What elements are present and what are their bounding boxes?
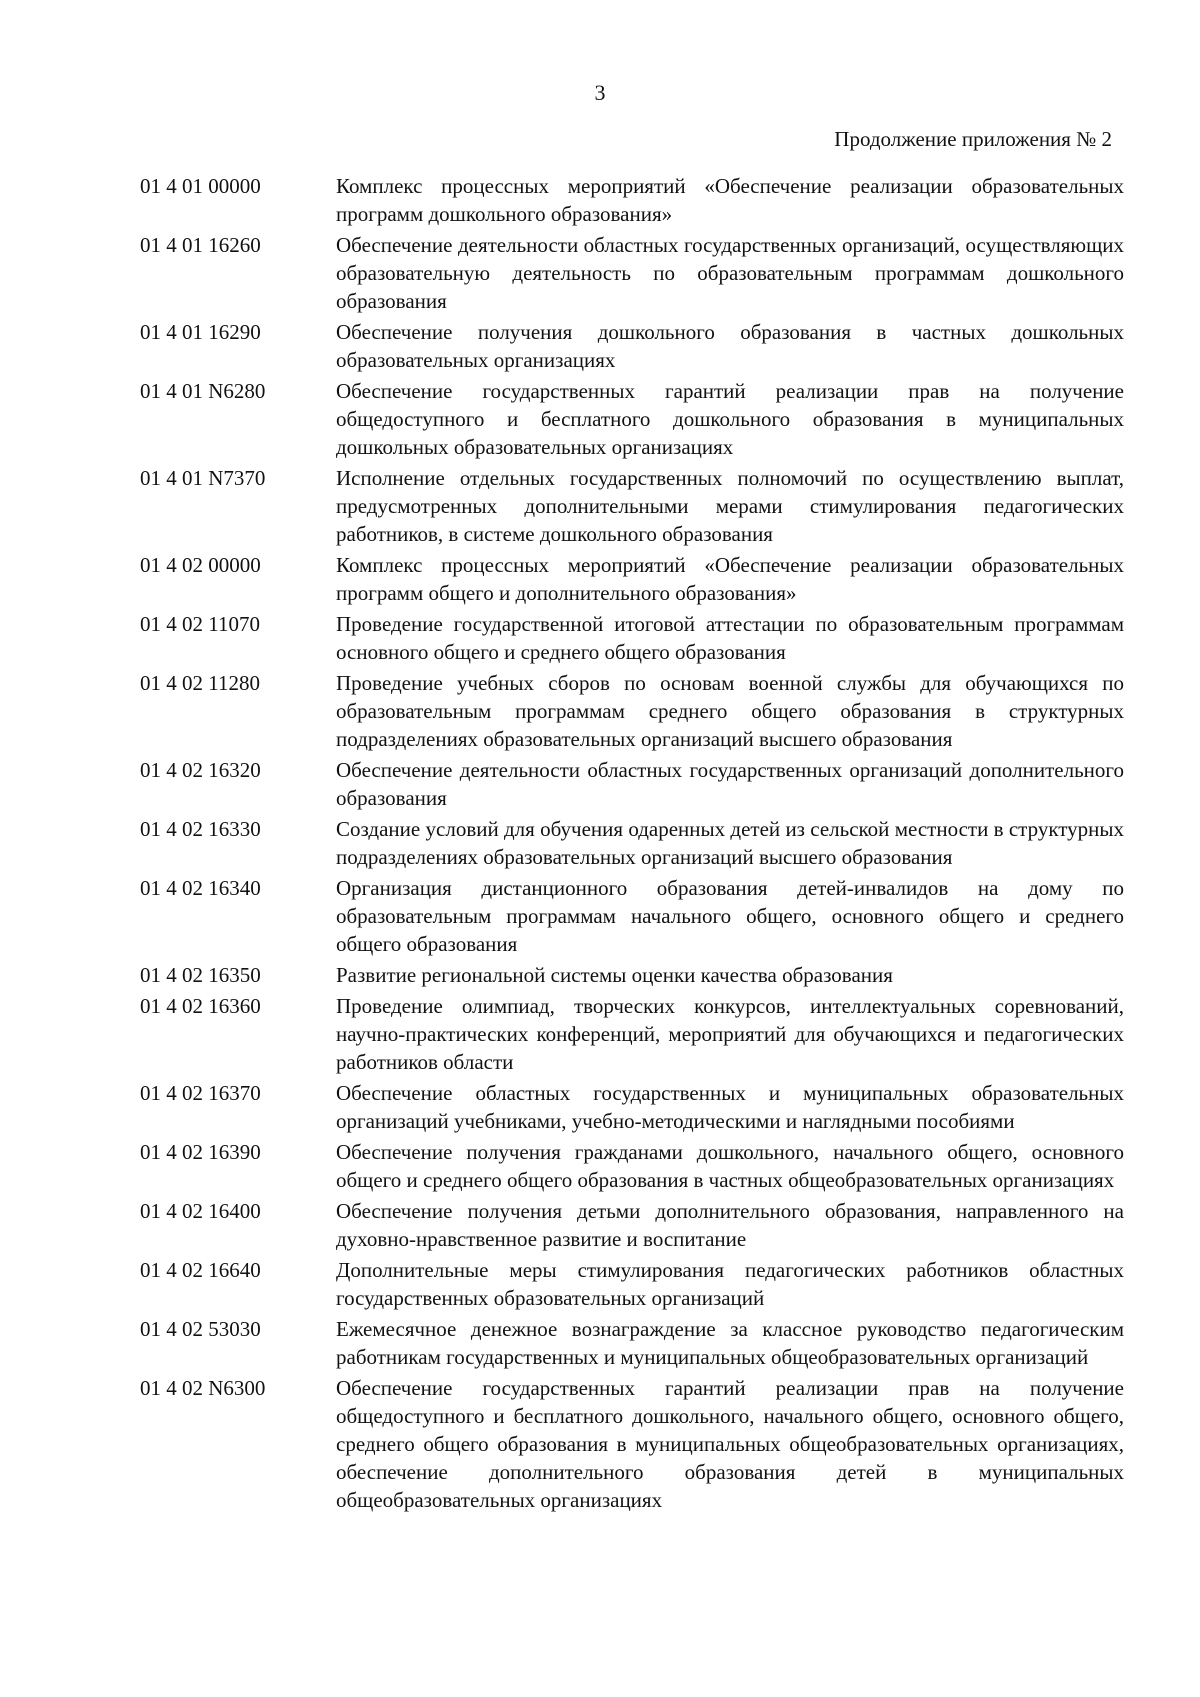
row-code: 01 4 01 16260 — [140, 233, 261, 257]
table-row — [140, 874, 1124, 958]
row-description: Обеспечение деятельности областных государственных организаций, осуществляющих образовательную деятельность по образовательным программам дошкольного образования — [336, 233, 1124, 313]
table-row — [140, 961, 1124, 989]
row-description: Создание условий для обучения одаренных детей из сельской местности в структурных подразделениях образовательных организаций высшего образования — [336, 817, 1124, 869]
row-description: Обеспечение деятельности областных государственных организаций дополнительного образования — [336, 758, 1124, 810]
row-description: Обеспечение государственных гарантий реализации прав на получение общедоступного и бесплатного дошкольного образования в муниципальных дошкольных образовательных организациях — [336, 379, 1124, 459]
row-description: Организация дистанционного образования детей-инвалидов на дому по образовательным программам начального общего, основного общего и среднего общего образования — [336, 876, 1124, 956]
row-description: Комплекс процессных мероприятий «Обеспечение реализации образовательных программ дошкольного образования» — [336, 174, 1124, 226]
table-row — [140, 1374, 1124, 1514]
appendix-continuation-note: Продолжение приложения № 2 — [834, 127, 1112, 151]
row-code: 01 4 02 16390 — [140, 1140, 261, 1164]
table-row — [140, 231, 1124, 315]
table-row — [140, 1079, 1124, 1135]
row-code: 01 4 02 16340 — [140, 876, 261, 900]
row-code: 01 4 02 16640 — [140, 1258, 261, 1282]
row-code: 01 4 02 16400 — [140, 1199, 261, 1223]
page-number: 3 — [594, 80, 606, 105]
row-code: 01 4 02 16360 — [140, 994, 261, 1018]
row-description: Развитие региональной системы оценки качества образования — [336, 963, 893, 987]
table-row — [140, 756, 1124, 812]
table-row — [140, 551, 1124, 607]
table-row — [140, 992, 1124, 1076]
table-row — [140, 1197, 1124, 1253]
row-description: Обеспечение получения дошкольного образования в частных дошкольных образовательных организациях — [336, 320, 1124, 372]
row-code: 01 4 01 00000 — [140, 174, 261, 198]
row-code: 01 4 02 16320 — [140, 758, 261, 782]
table-row — [140, 377, 1124, 461]
row-code: 01 4 02 00000 — [140, 553, 261, 577]
row-description: Ежемесячное денежное вознаграждение за классное руководство педагогическим работникам государственных и муниципальных общеобразовательных организаций — [336, 1317, 1124, 1369]
row-description: Проведение учебных сборов по основам военной службы для обучающихся по образовательным программам среднего общего образования в структурных подразделениях образовательных организаций высшего образования — [336, 671, 1124, 751]
row-code: 01 4 02 53030 — [140, 1317, 261, 1341]
table-row — [140, 318, 1124, 374]
row-description: Проведение олимпиад, творческих конкурсов, интеллектуальных соревнований, научно-практических конференций, мероприятий для обучающихся и педагогических работников области — [336, 994, 1124, 1074]
table-row — [140, 1256, 1124, 1312]
row-code: 01 4 02 N6300 — [140, 1376, 266, 1400]
budget-code-table — [140, 172, 1124, 1517]
row-description: Обеспечение государственных гарантий реализации прав на получение общедоступного и бесплатного дошкольного, начального общего, основного общего, среднего общего образования в муниципальных общеобразовательных организациях, обеспечение дополнительного образования детей в муниципальных общеобразовательных организациях — [336, 1376, 1124, 1512]
table-row — [140, 172, 1124, 228]
row-code: 01 4 01 N6280 — [140, 379, 266, 403]
row-description: Дополнительные меры стимулирования педагогических работников областных государственных образовательных организаций — [336, 1258, 1124, 1310]
row-code: 01 4 02 16350 — [140, 963, 261, 987]
table-row — [140, 815, 1124, 871]
row-description: Проведение государственной итоговой аттестации по образовательным программам основного общего и среднего общего образования — [336, 612, 1124, 664]
row-description: Комплекс процессных мероприятий «Обеспечение реализации образовательных программ общего и дополнительного образования» — [336, 553, 1124, 605]
table-row — [140, 464, 1124, 548]
table-row — [140, 1138, 1124, 1194]
row-code: 01 4 02 11070 — [140, 612, 260, 636]
row-code: 01 4 02 11280 — [140, 671, 260, 695]
row-code: 01 4 01 N7370 — [140, 466, 266, 490]
row-description: Обеспечение областных государственных и муниципальных образовательных организаций учебниками, учебно-методическими и наглядными пособиями — [336, 1081, 1124, 1133]
row-code: 01 4 02 16330 — [140, 817, 261, 841]
row-description: Исполнение отдельных государственных полномочий по осуществлению выплат, предусмотренных дополнительными мерами стимулирования педагогических работников, в системе дошкольного образования — [336, 466, 1124, 546]
table-row — [140, 610, 1124, 666]
row-code: 01 4 02 16370 — [140, 1081, 261, 1105]
row-code: 01 4 01 16290 — [140, 320, 261, 344]
row-description: Обеспечение получения гражданами дошкольного, начального общего, основного общего и среднего общего образования в частных общеобразовательных организациях — [336, 1140, 1124, 1192]
row-description: Обеспечение получения детьми дополнительного образования, направленного на духовно-нравственное развитие и воспитание — [336, 1199, 1124, 1251]
table-row — [140, 1315, 1124, 1371]
table-row — [140, 669, 1124, 753]
